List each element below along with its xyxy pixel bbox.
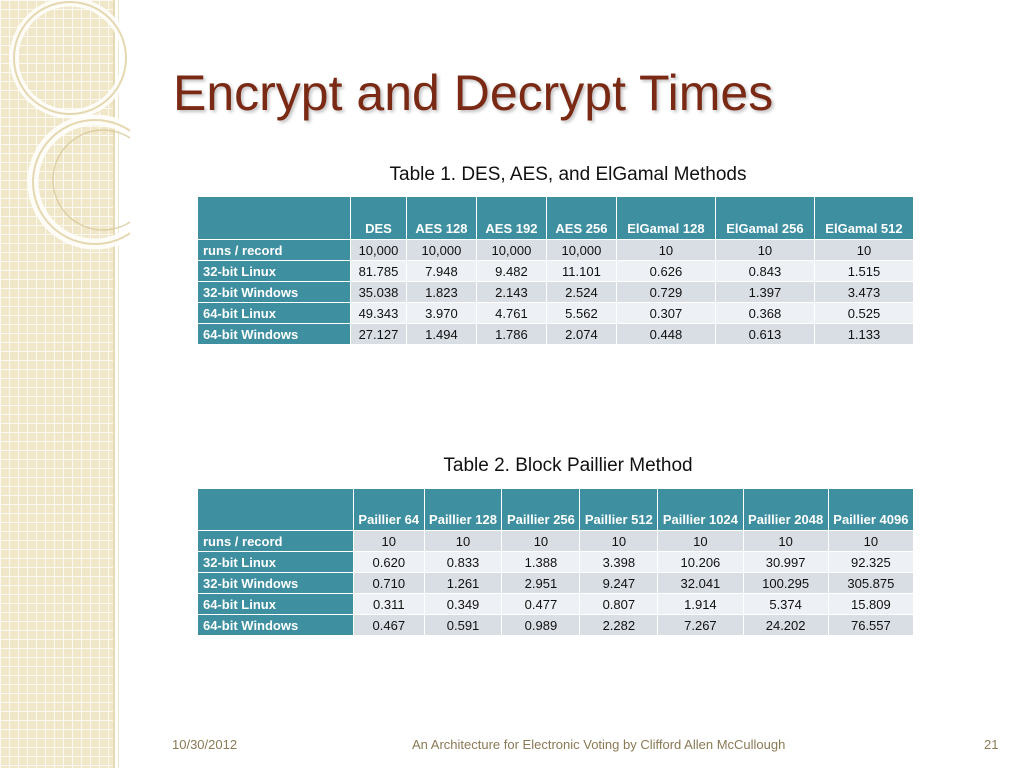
row-label: 64-bit Linux bbox=[198, 303, 351, 324]
table1-caption: Table 1. DES, AES, and ElGamal Methods bbox=[389, 164, 747, 185]
table-cell: 1.133 bbox=[814, 324, 913, 345]
table-header-cell: DES bbox=[351, 197, 407, 240]
table-row bbox=[198, 552, 914, 573]
table-cell: 10 bbox=[354, 531, 425, 552]
slide-title: Encrypt and Decrypt Times bbox=[173, 65, 774, 121]
table-cell: 10,000 bbox=[406, 240, 476, 261]
table-cell: 10 bbox=[743, 531, 828, 552]
table-cell: 3.398 bbox=[580, 552, 658, 573]
table-row bbox=[198, 282, 914, 303]
table-row bbox=[198, 240, 914, 261]
table-cell: 9.482 bbox=[476, 261, 546, 282]
table-cell: 0.620 bbox=[354, 552, 425, 573]
table-cell: 76.557 bbox=[828, 615, 913, 636]
table-cell: 10 bbox=[616, 240, 715, 261]
table-row bbox=[198, 615, 914, 636]
table-cell: 10 bbox=[658, 531, 743, 552]
table-block-paillier bbox=[197, 488, 914, 636]
table-cell: 0.349 bbox=[424, 594, 502, 615]
table-cell: 10,000 bbox=[351, 240, 407, 261]
table-row bbox=[198, 324, 914, 345]
table-cell: 0.833 bbox=[424, 552, 502, 573]
table-cell: 2.074 bbox=[546, 324, 616, 345]
table-cell: 27.127 bbox=[351, 324, 407, 345]
table-cell: 7.267 bbox=[658, 615, 743, 636]
table-cell: 92.325 bbox=[828, 552, 913, 573]
table-cell: 305.875 bbox=[828, 573, 913, 594]
table-cell: 1.397 bbox=[715, 282, 814, 303]
table-cell: 10 bbox=[828, 531, 913, 552]
table-cell: 0.591 bbox=[424, 615, 502, 636]
table-row bbox=[198, 594, 914, 615]
table-cell: 81.785 bbox=[351, 261, 407, 282]
table-header-cell: ElGamal 256 bbox=[715, 197, 814, 240]
table-row bbox=[198, 261, 914, 282]
table-cell: 7.948 bbox=[406, 261, 476, 282]
table-header-cell bbox=[198, 197, 351, 240]
table-cell: 10 bbox=[424, 531, 502, 552]
table-cell: 15.809 bbox=[828, 594, 913, 615]
table-header-cell: Paillier 512 bbox=[580, 489, 658, 531]
table-header-row bbox=[198, 197, 914, 240]
row-label: 64-bit Linux bbox=[198, 594, 354, 615]
footer-page-number: 21 bbox=[984, 737, 999, 752]
table-cell: 100.295 bbox=[743, 573, 828, 594]
table-cell: 10,000 bbox=[546, 240, 616, 261]
table-row bbox=[198, 531, 914, 552]
table-cell: 0.989 bbox=[502, 615, 580, 636]
table-cell: 1.786 bbox=[476, 324, 546, 345]
table-header-cell: AES 128 bbox=[406, 197, 476, 240]
table-header-cell: Paillier 2048 bbox=[743, 489, 828, 531]
table-cell: 3.473 bbox=[814, 282, 913, 303]
table-header-cell: Paillier 256 bbox=[502, 489, 580, 531]
table-header-cell: Paillier 128 bbox=[424, 489, 502, 531]
row-label: 32-bit Windows bbox=[198, 282, 351, 303]
table-cell: 10 bbox=[580, 531, 658, 552]
row-label: 32-bit Windows bbox=[198, 573, 354, 594]
table-cell: 4.761 bbox=[476, 303, 546, 324]
table-header-cell: Paillier 1024 bbox=[658, 489, 743, 531]
table-cell: 0.477 bbox=[502, 594, 580, 615]
table-cell: 1.823 bbox=[406, 282, 476, 303]
table-cell: 0.467 bbox=[354, 615, 425, 636]
table-cell: 0.613 bbox=[715, 324, 814, 345]
table-header-cell: ElGamal 128 bbox=[616, 197, 715, 240]
table-header-row bbox=[198, 489, 914, 531]
table-header-cell: ElGamal 512 bbox=[814, 197, 913, 240]
table-cell: 0.368 bbox=[715, 303, 814, 324]
table-cell: 11.101 bbox=[546, 261, 616, 282]
table-cell: 1.494 bbox=[406, 324, 476, 345]
table-cell: 0.626 bbox=[616, 261, 715, 282]
table-row bbox=[198, 303, 914, 324]
table2-caption: Table 2. Block Paillier Method bbox=[443, 455, 693, 476]
table-header-cell: AES 256 bbox=[546, 197, 616, 240]
table-cell: 0.448 bbox=[616, 324, 715, 345]
table-cell: 0.729 bbox=[616, 282, 715, 303]
table-cell: 2.282 bbox=[580, 615, 658, 636]
table-header-cell: Paillier 64 bbox=[354, 489, 425, 531]
table-cell: 5.374 bbox=[743, 594, 828, 615]
row-label: runs / record bbox=[198, 240, 351, 261]
table-cell: 1.261 bbox=[424, 573, 502, 594]
table-cell: 49.343 bbox=[351, 303, 407, 324]
table-cell: 32.041 bbox=[658, 573, 743, 594]
table-cell: 1.515 bbox=[814, 261, 913, 282]
table-cell: 0.311 bbox=[354, 594, 425, 615]
table-cell: 10 bbox=[502, 531, 580, 552]
table-cell: 2.951 bbox=[502, 573, 580, 594]
table-cell: 10 bbox=[814, 240, 913, 261]
table-des-aes-elgamal bbox=[197, 196, 914, 345]
table-cell: 3.970 bbox=[406, 303, 476, 324]
table-cell: 9.247 bbox=[580, 573, 658, 594]
table-cell: 2.143 bbox=[476, 282, 546, 303]
table-cell: 0.843 bbox=[715, 261, 814, 282]
table-cell: 30.997 bbox=[743, 552, 828, 573]
table-header-cell: Paillier 4096 bbox=[828, 489, 913, 531]
table-cell: 10.206 bbox=[658, 552, 743, 573]
table-cell: 1.914 bbox=[658, 594, 743, 615]
table-cell: 0.307 bbox=[616, 303, 715, 324]
table-cell: 10 bbox=[715, 240, 814, 261]
table-header-cell: AES 192 bbox=[476, 197, 546, 240]
table-cell: 1.388 bbox=[502, 552, 580, 573]
table-cell: 10,000 bbox=[476, 240, 546, 261]
footer-title: An Architecture for Electronic Voting by Clifford Allen McCullough bbox=[412, 737, 786, 752]
footer-date: 10/30/2012 bbox=[172, 737, 238, 752]
table-cell: 0.807 bbox=[580, 594, 658, 615]
table-cell: 2.524 bbox=[546, 282, 616, 303]
table-cell: 0.710 bbox=[354, 573, 425, 594]
table-row bbox=[198, 573, 914, 594]
decorative-rings bbox=[0, 0, 130, 300]
row-label: runs / record bbox=[198, 531, 354, 552]
table-header-cell bbox=[198, 489, 354, 531]
table-cell: 0.525 bbox=[814, 303, 913, 324]
row-label: 32-bit Linux bbox=[198, 552, 354, 573]
row-label: 32-bit Linux bbox=[198, 261, 351, 282]
row-label: 64-bit Windows bbox=[198, 324, 351, 345]
table-cell: 24.202 bbox=[743, 615, 828, 636]
table-cell: 35.038 bbox=[351, 282, 407, 303]
row-label: 64-bit Windows bbox=[198, 615, 354, 636]
table-cell: 5.562 bbox=[546, 303, 616, 324]
